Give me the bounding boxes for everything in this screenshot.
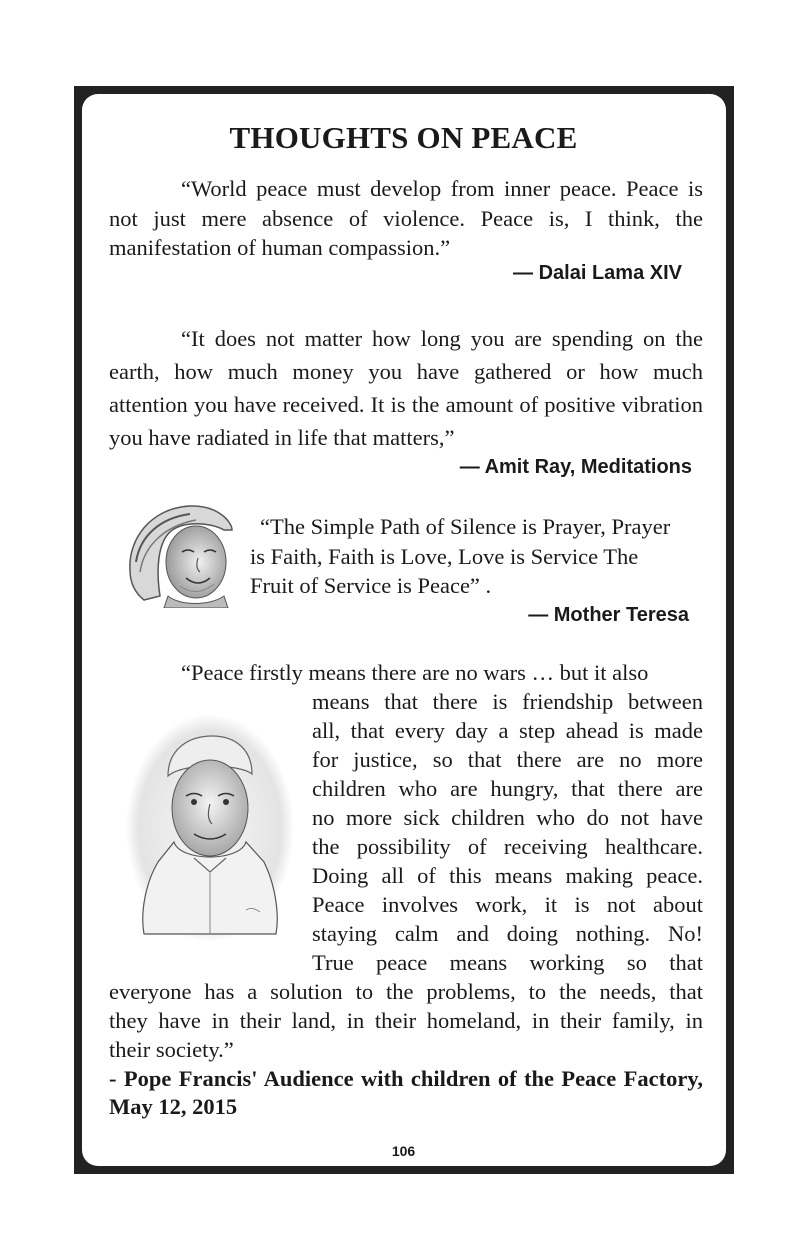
quote-dalai-lama-text: “World peace must develop from inner peace. Peace is not just mere absence of violence. Peace is, I think, the manifestation of human compassion.” — [109, 176, 703, 260]
author-mother-teresa: — Mother Teresa — [528, 604, 689, 626]
author-dalai-lama: — Dalai Lama XIV — [513, 262, 682, 284]
page-number: 106 — [391, 1143, 416, 1159]
quote-amit-ray-text: “It does not matter how long you are spending on the earth, how much money you have gathered or how much attention you have received. It is the amount of positive vibration you have radiated in life that matters,” — [109, 326, 703, 450]
quote-pope-side-line: means that there is friendship between — [312, 689, 703, 714]
author-pope-francis: - Pope Francis' Audience with children of the Peace Factory, May 12, 2015 — [109, 1066, 703, 1119]
quote-pope-side-line: staying calm and doing nothing. No! — [312, 921, 703, 946]
page-title: THOUGHTS ON PEACE — [229, 120, 578, 155]
quote-teresa-line-1: “The Simple Path of Silence is Prayer, Prayer — [260, 514, 671, 539]
pope-francis-portrait — [124, 712, 296, 944]
quote-pope-side-line: Peace involves work, it is not about — [312, 892, 703, 917]
quote-pope-side-line: no more sick children who do not have — [312, 805, 703, 830]
quote-teresa-line-3: Fruit of Service is Peace” . — [250, 573, 492, 598]
quote-dalai-lama — [109, 174, 703, 263]
quote-pope-side-line: all, that every day a step ahead is made — [312, 718, 703, 743]
quote-pope-side-line: Doing all of this means making peace. — [312, 863, 703, 888]
quote-pope-full-line: they have in their land, in their homeland, in their family, in — [109, 1008, 703, 1033]
quote-pope-side-line: for justice, so that there are no more — [312, 747, 703, 772]
mother-teresa-portrait — [120, 500, 242, 608]
quote-pope-full-line: their society.” — [109, 1037, 234, 1062]
quote-pope-side-line: children who are hungry, that there are — [312, 776, 703, 801]
quote-amit-ray — [109, 322, 703, 454]
quote-pope-side-line: True peace means working so that — [312, 950, 703, 975]
quote-pope-full-line: everyone has a solution to the problems, to the needs, that — [109, 979, 703, 1004]
quote-pope-side-line: the possibility of receiving healthcare. — [312, 834, 703, 859]
author-amit-ray: — Amit Ray, Meditations — [459, 456, 692, 478]
quote-pope-line-1: “Peace firstly means there are no wars … but it also — [181, 660, 649, 685]
quote-teresa-line-2: is Faith, Faith is Love, Love is Service The — [250, 544, 639, 569]
